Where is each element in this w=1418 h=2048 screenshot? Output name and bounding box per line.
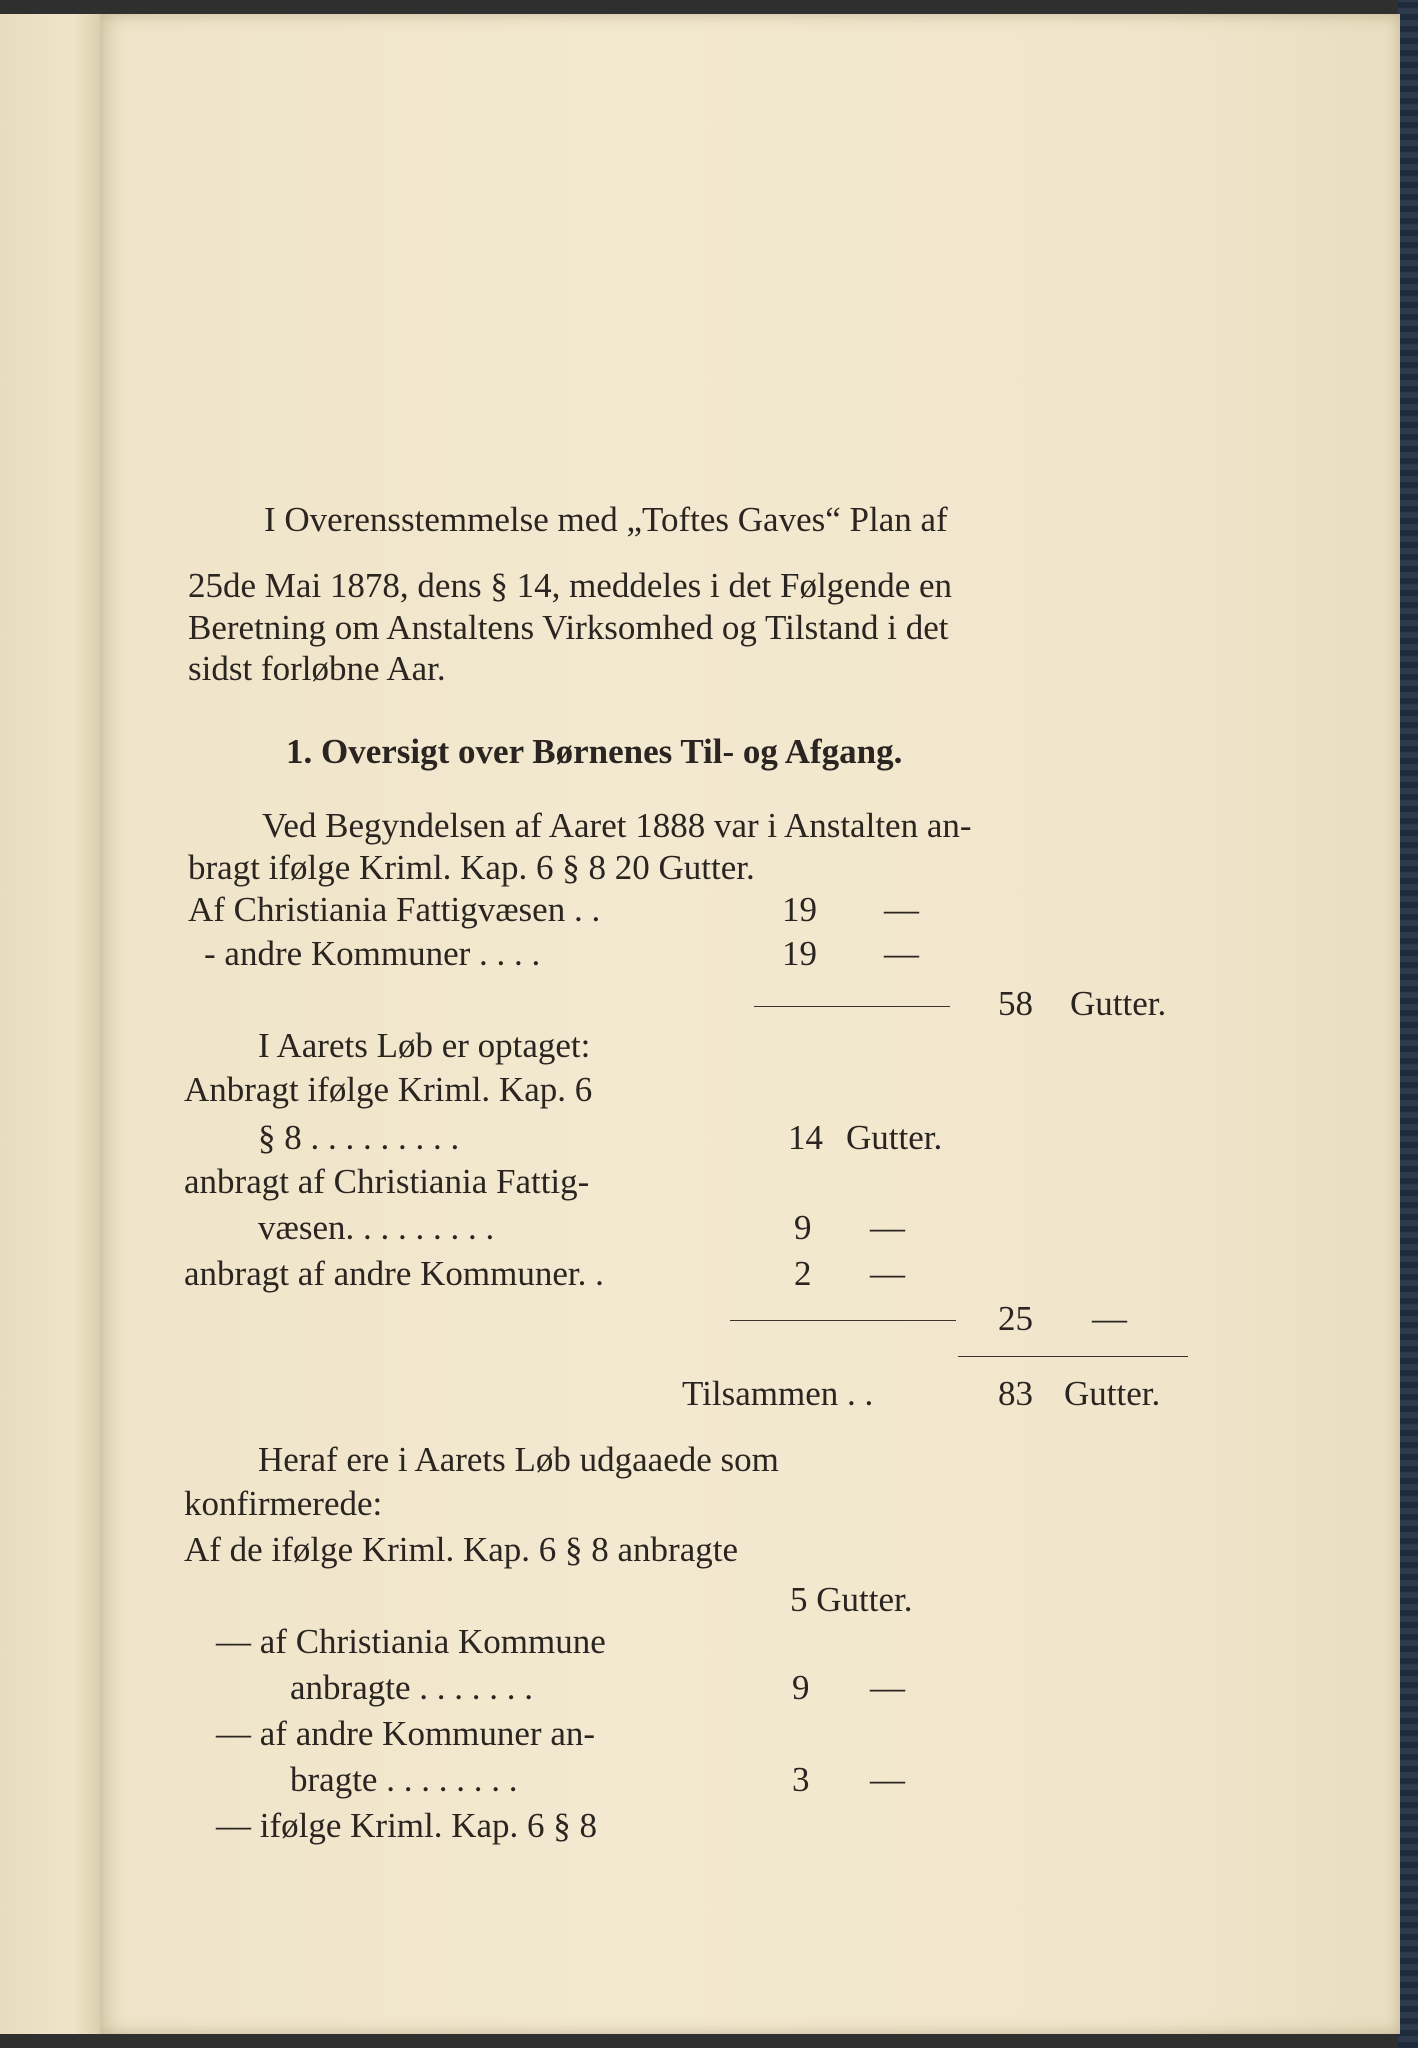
discharged-line-6-label: anbragte . . . . . . . — [290, 1668, 533, 1707]
discharged-line-5: — af Christiania Kommune — [216, 1622, 606, 1661]
intro-line-2: 25de Mai 1878, dens § 14, meddeles i det Følgende en — [188, 566, 953, 605]
admitted-subtotal-unit: — — [1092, 1299, 1127, 1338]
start-line-2: bragt ifølge Kriml. Kap. 6 § 8 20 Gutter. — [188, 848, 755, 887]
start-sum-rule — [754, 1006, 950, 1007]
start-total-unit: Gutter. — [1070, 984, 1167, 1023]
discharged-line-4: 5 Gutter. — [790, 1580, 913, 1619]
discharged-line-2: konfirmerede: — [184, 1484, 383, 1523]
section-heading: 1. Oversigt over Børnenes Til- og Afgang. — [286, 732, 903, 771]
discharged-line-6-unit: — — [870, 1668, 905, 1707]
start-line-3-value: 19 — [782, 890, 817, 929]
discharged-line-9: — ifølge Kriml. Kap. 6 § 8 — [216, 1806, 598, 1845]
admitted-line-4-unit: — — [870, 1208, 905, 1247]
admitted-subtotal-value: 25 — [998, 1299, 1033, 1338]
start-line-4-value: 19 — [782, 934, 817, 973]
start-line-3-unit: — — [884, 890, 919, 929]
admitted-line-4-label: væsen. . . . . . . . . — [258, 1208, 495, 1247]
total-unit: Gutter. — [1064, 1374, 1161, 1413]
admitted-line-5-label: anbragt af andre Kommuner. . — [184, 1254, 604, 1293]
start-line-4-label: - andre Kommuner . . . . — [204, 934, 541, 973]
start-line-4-unit: — — [884, 934, 919, 973]
facing-page-edge — [0, 14, 106, 2034]
admitted-line-4-value: 9 — [794, 1208, 812, 1247]
discharged-line-1: Heraf ere i Aarets Løb udgaaede som — [258, 1440, 779, 1479]
intro-line-1: I Overensstemmelse med „Toftes Gaves“ Plan af — [264, 500, 948, 539]
intro-line-4: sidst forløbne Aar. — [188, 649, 446, 688]
discharged-line-8-unit: — — [870, 1760, 905, 1799]
admitted-line-5-unit: — — [870, 1254, 905, 1293]
start-line-3-label: Af Christiania Fattigvæsen . . — [188, 890, 601, 929]
total-label: Tilsammen . . — [682, 1374, 874, 1413]
total-value: 83 — [998, 1374, 1033, 1413]
document-page — [100, 14, 1400, 2034]
discharged-line-6-value: 9 — [792, 1668, 810, 1707]
intro-line-3: Beretning om Anstaltens Virksomhed og Tilstand i det — [188, 608, 949, 647]
admitted-sum-rule — [730, 1320, 956, 1321]
book-edge — [1398, 0, 1418, 2048]
discharged-line-3: Af de ifølge Kriml. Kap. 6 § 8 anbragte — [184, 1530, 739, 1569]
admitted-line-3: anbragt af Christiania Fattig- — [184, 1162, 590, 1201]
discharged-line-7: — af andre Kommuner an- — [216, 1714, 596, 1753]
admitted-intro: I Aarets Løb er optaget: — [258, 1026, 591, 1065]
admitted-line-1: Anbragt ifølge Kriml. Kap. 6 — [184, 1070, 593, 1109]
start-total-value: 58 — [998, 984, 1033, 1023]
start-line-1: Ved Begyndelsen af Aaret 1888 var i Anstalten an- — [262, 806, 972, 845]
admitted-line-2-unit: Gutter. — [846, 1118, 943, 1157]
admitted-line-5-value: 2 — [794, 1254, 812, 1293]
admitted-line-2-value: 14 — [788, 1118, 823, 1157]
admitted-line-2-label: § 8 . . . . . . . . . — [258, 1118, 460, 1157]
discharged-line-8-label: bragte . . . . . . . . — [290, 1760, 518, 1799]
discharged-line-8-value: 3 — [792, 1760, 810, 1799]
total-rule — [958, 1356, 1188, 1357]
